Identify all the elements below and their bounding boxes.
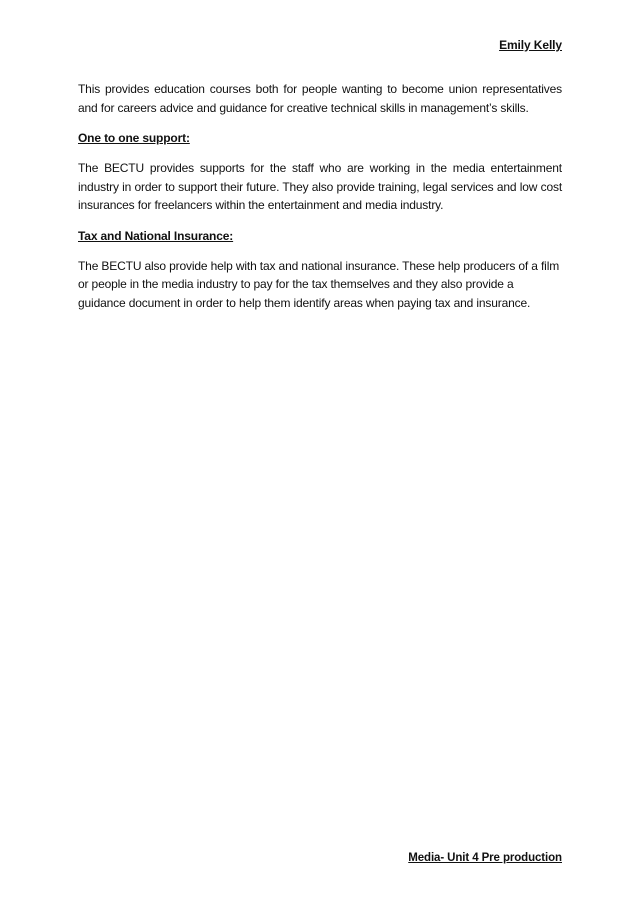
document-body — [78, 80, 562, 324]
intro-paragraph: This provides education courses both for people wanting to become union representatives and for careers advice and guidance for creative technical skills in management’s skills. — [78, 82, 562, 115]
page-footer: Media- Unit 4 Pre production — [408, 852, 562, 864]
one-to-one-support-paragraph: The BECTU provides supports for the staff who are working in the media entertainment industry in order to support their future. They also provide training, legal services and low cost insurances for freelancers within the entertainment and media industry. — [78, 161, 562, 212]
author-name: Emily Kelly — [499, 38, 562, 52]
one-to-one-support-heading: One to one support: — [78, 131, 190, 145]
tax-national-insurance-paragraph: The BECTU also provide help with tax and national insurance. These help producers of a film or people in the media industry to pay for the tax themselves and they also provide a guidance document in order to help them identify areas when paying tax and insurance. — [78, 258, 560, 310]
tax-national-insurance-heading: Tax and National Insurance: — [78, 228, 234, 243]
